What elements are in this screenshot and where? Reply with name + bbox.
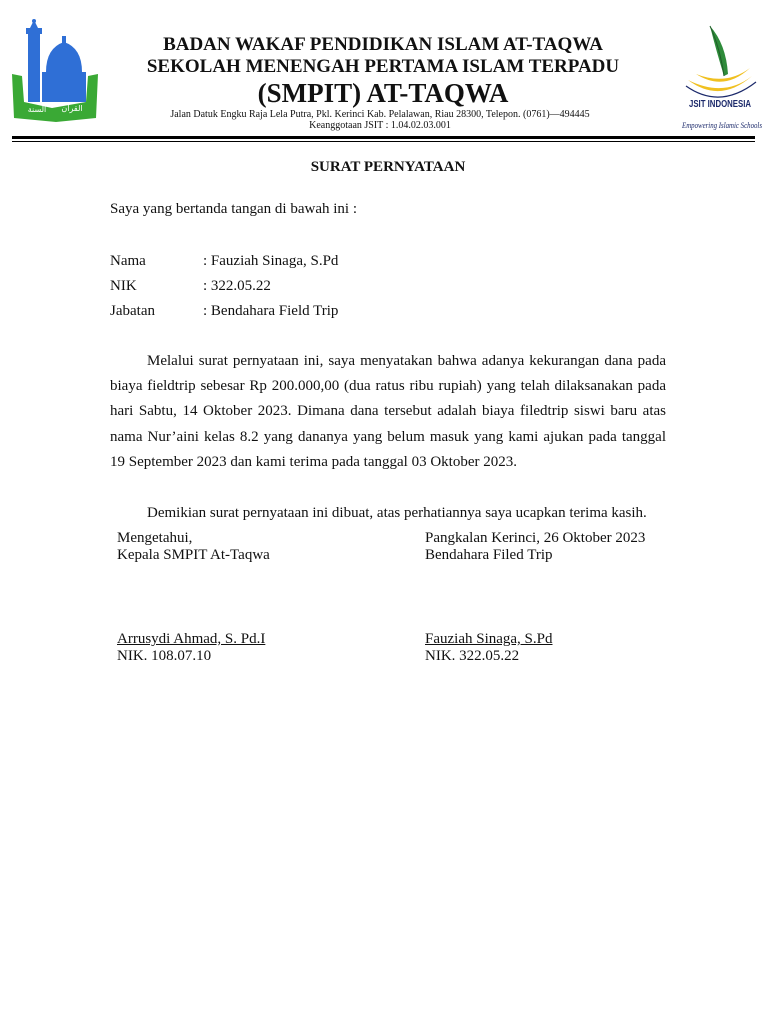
- identity-fields: [110, 251, 338, 326]
- logo-text-right: القرآن: [61, 104, 83, 113]
- field-label: Jabatan: [110, 303, 155, 319]
- logo-text-left: السنة: [27, 105, 47, 114]
- header-divider-thick: [12, 136, 755, 139]
- jsit-logo-title: JSIT INDONESIA: [689, 98, 752, 110]
- signature-right-role: Bendahara Filed Trip: [425, 547, 553, 563]
- signature-block-right: [425, 530, 645, 564]
- header-divider-thin: [12, 141, 755, 142]
- signature-block-left: [117, 530, 270, 564]
- header-foundation-name: BADAN WAKAF PENDIDIKAN ISLAM AT-TAQWA: [163, 34, 603, 55]
- signatory-left-nik: NIK. 108.07.10: [117, 648, 212, 664]
- letter-intro: Saya yang bertanda tangan di bawah ini :: [110, 201, 358, 217]
- header-membership: Keanggotaan JSIT : 1.04.02.03.001: [309, 120, 451, 131]
- signature-left-role: Kepala SMPIT At-Taqwa: [117, 547, 270, 563]
- header-school-type: SEKOLAH MENENGAH PERTAMA ISLAM TERPADU: [146, 56, 620, 77]
- signature-left-line1: Mengetahui,: [117, 530, 193, 546]
- signatory-left-name: Arrusydi Ahmad, S. Pd.I: [117, 631, 266, 647]
- signature-right-place-date: Pangkalan Kerinci, 26 Oktober 2023: [425, 530, 646, 546]
- field-value: : 322.05.22: [203, 278, 271, 294]
- field-value: : Fauziah Sinaga, S.Pd: [203, 253, 339, 269]
- header-address: Jalan Datuk Engku Raja Lela Putra, Pkl. Kerinci Kab. Pelalawan, Riau 28300, Telepon. (0761)—494445: [170, 109, 590, 120]
- signatory-right-nik: NIK. 322.05.22: [425, 648, 520, 664]
- header-address-block: [0, 109, 760, 131]
- signatory-left: [117, 631, 265, 665]
- header-school-name: (SMPIT) AT-TAQWA: [257, 78, 509, 108]
- closing-sentence: Demikian surat pernyataan ini dibuat, atas perhatiannya saya ucapkan terima kasih.: [147, 505, 647, 521]
- field-row-position: [110, 301, 338, 326]
- jsit-logo-icon: [680, 22, 764, 134]
- field-row-name: [110, 251, 338, 276]
- field-label: Nama: [110, 253, 146, 269]
- letter-title: SURAT PERNYATAAN: [310, 159, 466, 175]
- field-value: : Bendahara Field Trip: [203, 303, 339, 319]
- field-row-nik: [110, 276, 338, 301]
- signatory-right: [425, 631, 553, 665]
- field-label: NIK: [110, 278, 137, 294]
- signatory-right-name: Fauziah Sinaga, S.Pd: [425, 631, 553, 647]
- jsit-logo-tagline: Empowering Islamic Schools: [681, 121, 762, 130]
- statement-paragraph: Melalui surat pernyataan ini, saya menyatakan bahwa adanya kekurangan dana pada biaya fieldtrip sebesar Rp 200.000,00 (dua ratus ribu rupiah) yang telah dilaksanakan pada hari Sabtu, 14 Oktober 2023. Dimana dana tersebut adalah biaya filedtrip siswi baru atas nama Nur’aini kelas 8.2 yang dananya yang belum masuk yang kami ajukan pada tanggal 19 September 2023 dan kami terima pada tanggal 03 Oktober 2023.: [110, 353, 666, 470]
